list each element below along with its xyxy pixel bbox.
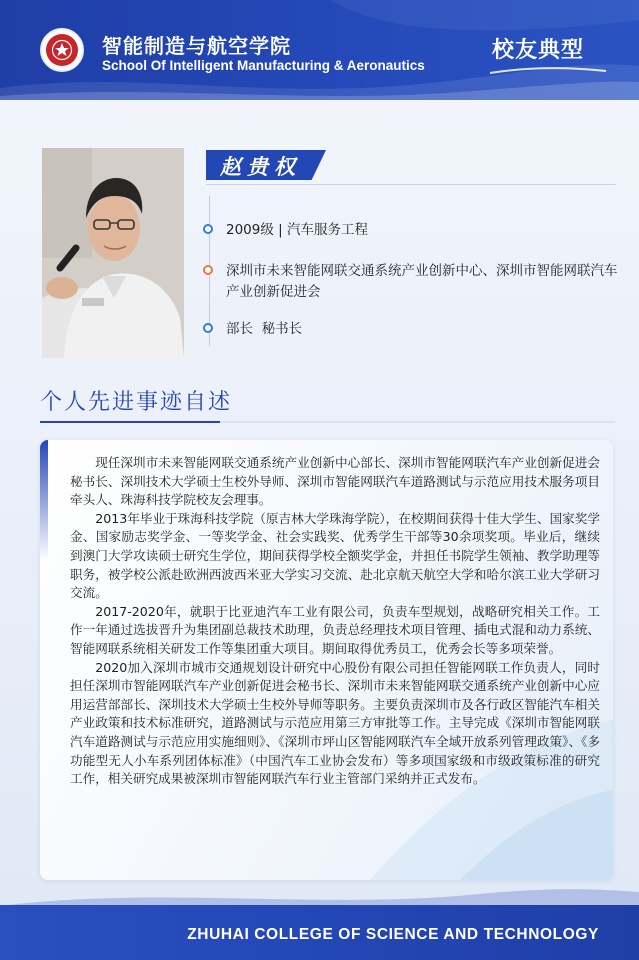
- orange-dot-icon: [203, 265, 213, 275]
- college-name-cn: 智能制造与航空学院: [102, 34, 291, 58]
- header-banner: [0, 0, 639, 100]
- info-class-text: 2009级 | 汽车服务工程: [226, 222, 368, 238]
- achievement-paragraph: 2017-2020年，就职于比亚迪汽车工业有限公司，负责车型规划，战略研究相关工作。工作一年通过选拔晋升为集团副总裁技术助理，负责总经理技术项目管理、插电式混和动力系统、智能网联系统相关研发工作等集团重大项目。期间取得优秀员工，优秀会长等多项荣誉。: [70, 603, 600, 656]
- college-name-en: School Of Intelligent Manufacturing & Aeronautics: [102, 58, 425, 73]
- college-emblem-icon: [51, 39, 73, 61]
- name-divider: [206, 184, 616, 185]
- info-position-text: 部长 秘书长: [226, 321, 303, 337]
- achievement-paragraph: 2013年毕业于珠海科技学院（原吉林大学珠海学院），在校期间获得十佳大学生、国家奖学金、国家励志奖学金、一等奖学金、社会实践奖、优秀学生干部等30余项奖项。毕业后，继续到澳门大学攻读硕士研究生学位，期间获得学校全额奖学金，并担任书院学生领袖、教学助理等职务，被学校公派赴欧洲西波西米亚大学实习交流、赴北京航天航空大学和哈尔滨工业大学研习交流。: [70, 510, 600, 601]
- tag-swoosh-decoration: [488, 66, 608, 76]
- blue-dot-icon: [203, 323, 213, 333]
- section-title: 个人先进事迹自述: [40, 390, 233, 415]
- college-name-footer: ZHUHAI COLLEGE OF SCIENCE AND TECHNOLOGY: [187, 926, 599, 943]
- portrait-photo: [42, 148, 184, 358]
- alumnus-name: 赵贵权: [220, 154, 301, 179]
- section-underline: [40, 418, 615, 426]
- achievement-card: [40, 440, 613, 880]
- achievement-paragraph: 2020加入深圳市城市交通规划设计研究中心股份有限公司担任智能网联工作负责人，同时担任深圳市智能网联汽车产业创新促进会秘书长、深圳市未来智能网联交通系统产业创新中心应用运营部部长、深圳技术大学硕士生校外导师等职务。主要负责深圳市及各行政区智能汽车相关产业政策和技术标准研究，道路测试与示范应用第三方审批等工作。主导完成《深圳市智能网联汽车道路测试与示范应用实施细则》、《深圳市坪山区智能网联汽车全域开放系列管理政策》、《多功能型无人小车系列团体标准》（中国汽车工业协会发布）等多项国家级和市级政策标准的研究工作，相关研究成果被深圳市智能网联汽车行业主管部门采纳并正式发布。: [70, 659, 600, 787]
- achievement-text: [70, 454, 600, 789]
- blue-dot-icon: [203, 224, 213, 234]
- info-organization-text: 深圳市未来智能网联交通系统产业创新中心、深圳市智能网联汽车产业创新促进会: [226, 263, 618, 300]
- alumni-tag: 校友典型: [492, 37, 585, 63]
- footer-banner: [0, 905, 639, 960]
- achievement-paragraph: 现任深圳市未来智能网联交通系统产业创新中心部长、深圳市智能网联汽车产业创新促进会秘书长、深圳技术大学硕士生校外导师、深圳市智能网联汽车道路测试与示范应用技术服务项目牵头人、珠海科技学院校友会理事。: [70, 455, 600, 508]
- portrait-illustration: [42, 148, 184, 358]
- college-logo: [40, 28, 84, 72]
